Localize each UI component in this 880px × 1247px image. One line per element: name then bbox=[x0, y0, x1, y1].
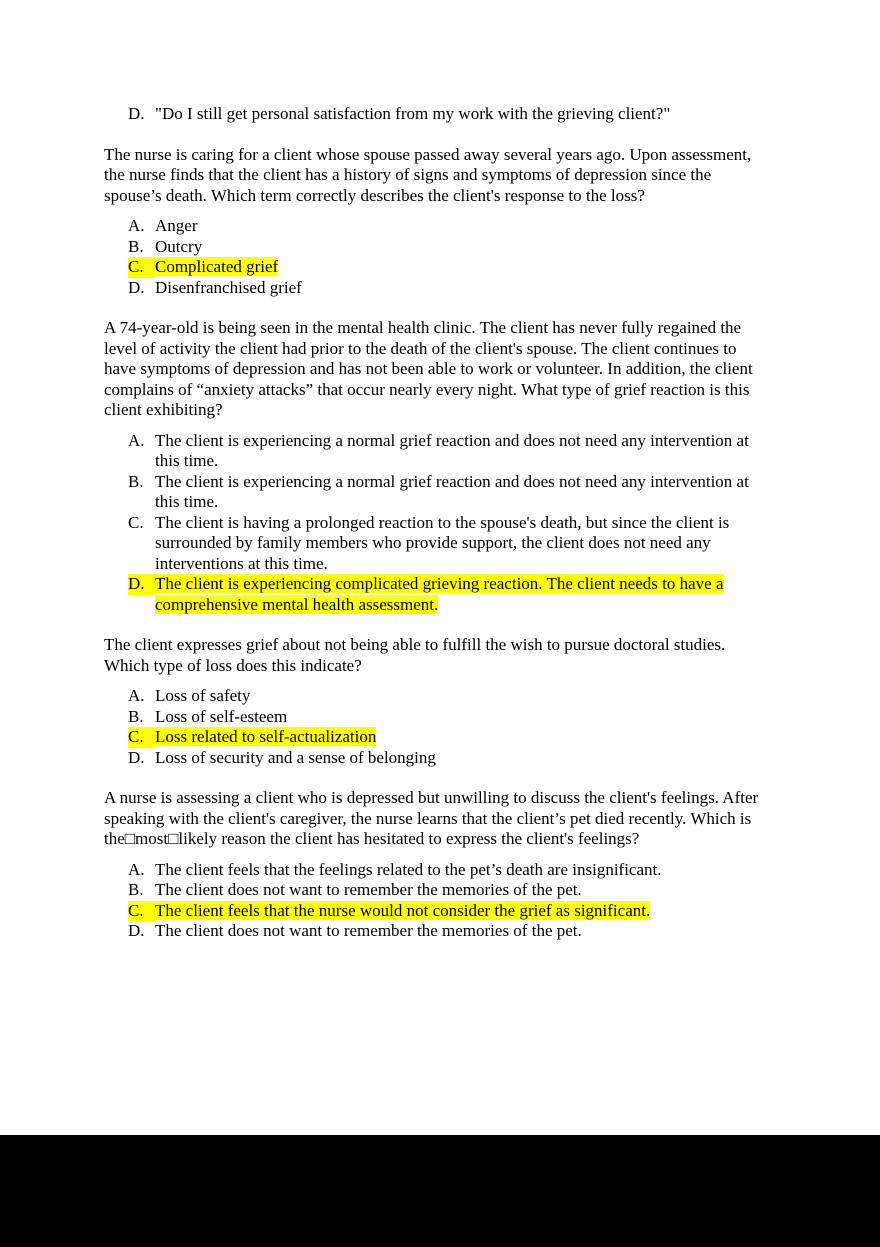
question-text: A 74-year-old is being seen in the mental health clinic. The client has never fully regained the level of activity the client had prior to the death of the client's spouse. The client continues to have symptoms of depression and has not been able to work or volunteer. In addition, the client complains of “anxiety attacks” that occur nearly every night. What type of grief reaction is this client exhibiting? bbox=[104, 318, 753, 419]
answer-option bbox=[128, 277, 768, 299]
question-block bbox=[104, 788, 768, 942]
answer-option bbox=[128, 859, 768, 881]
option-text: The client does not want to remember the memories of the pet. bbox=[155, 921, 582, 940]
answer-option bbox=[128, 471, 768, 513]
answer-option bbox=[128, 921, 768, 942]
option-text: The client is experiencing a normal grief reaction and does not need any intervention at this time. bbox=[155, 471, 749, 511]
question-text: The nurse is caring for a client whose spouse passed away several years ago. Upon assessment, the nurse finds that the client has a history of signs and symptoms of depression since the spouse’s death. Which term correctly describes the client's response to the loss? bbox=[104, 144, 752, 205]
option-letter: C. bbox=[128, 512, 144, 532]
answer-option bbox=[128, 216, 768, 237]
option-letter: D. bbox=[128, 574, 155, 595]
option-text: The client is having a prolonged reaction to the spouse's death, but since the client is surrounded by family members who provide support, the client does not need any interventions at this time. bbox=[155, 512, 730, 573]
option-text: Disenfranchised grief bbox=[155, 277, 302, 297]
option-letter: A. bbox=[128, 430, 145, 450]
option-letter: C. bbox=[128, 727, 155, 748]
option-text: The client does not want to remember the memories of the pet. bbox=[155, 880, 582, 899]
question-block bbox=[104, 635, 768, 768]
option-text: Loss related to self-actualization bbox=[155, 727, 377, 746]
answer-option bbox=[128, 686, 768, 707]
question-block bbox=[104, 318, 768, 615]
option-text: Loss of self-esteem bbox=[155, 706, 288, 726]
option-letter: C. bbox=[128, 257, 155, 278]
stray-option-line bbox=[128, 104, 768, 125]
answer-option bbox=[128, 430, 768, 472]
option-letter: D. bbox=[128, 104, 145, 123]
option-letter: D. bbox=[128, 921, 145, 940]
questions-container bbox=[104, 145, 768, 942]
options-list bbox=[104, 216, 768, 298]
pdf-viewer-background bbox=[0, 1135, 880, 1247]
option-letter: A. bbox=[128, 859, 145, 879]
answer-option bbox=[128, 574, 768, 615]
option-text: Complicated grief bbox=[155, 257, 279, 276]
options-list bbox=[104, 860, 768, 942]
options-list bbox=[104, 431, 768, 616]
answer-option bbox=[128, 257, 768, 278]
answer-option bbox=[128, 512, 768, 575]
option-letter: A. bbox=[128, 216, 145, 235]
option-letter: B. bbox=[128, 880, 144, 899]
option-letter: B. bbox=[128, 236, 144, 256]
answer-option bbox=[128, 900, 768, 922]
option-letter: D. bbox=[128, 747, 145, 767]
answer-option bbox=[128, 706, 768, 728]
option-text: "Do I still get personal satisfaction from my work with the grieving client?" bbox=[155, 104, 671, 123]
option-letter: B. bbox=[128, 471, 144, 491]
question-block bbox=[104, 145, 768, 299]
option-text: The client feels that the nurse would not consider the grief as significant. bbox=[155, 900, 651, 920]
answer-option bbox=[128, 880, 768, 901]
question-text: The client expresses grief about not being able to fulfill the wish to pursue doctoral studies. Which type of loss does this indicate? bbox=[104, 635, 726, 675]
answer-option bbox=[128, 727, 768, 748]
option-text: Outcry bbox=[155, 236, 203, 256]
option-letter: A. bbox=[128, 686, 145, 705]
option-text: Loss of safety bbox=[155, 686, 251, 705]
options-list bbox=[104, 686, 768, 768]
option-text: Anger bbox=[155, 216, 198, 235]
option-text: The client feels that the feelings related to the pet’s death are insignificant. bbox=[155, 859, 662, 879]
option-text: Loss of security and a sense of belonging bbox=[155, 747, 436, 767]
question-text: A nurse is assessing a client who is depressed but unwilling to discuss the client's feelings. After speaking with the client's caregiver, the nurse learns that the client’s pet died recently. Which is the□most□likely reason the client has hesitated to express the client's feelings? bbox=[104, 788, 759, 848]
option-letter: B. bbox=[128, 706, 144, 726]
option-letter: C. bbox=[128, 901, 155, 922]
option-text: The client is experiencing a normal grief reaction and does not need any intervention at this time. bbox=[155, 430, 749, 470]
option-text: The client is experiencing complicated grieving reaction. The client needs to have a comprehensive mental health assessment. bbox=[155, 574, 724, 614]
option-letter: D. bbox=[128, 277, 145, 297]
answer-option bbox=[128, 747, 768, 769]
answer-option bbox=[128, 236, 768, 258]
